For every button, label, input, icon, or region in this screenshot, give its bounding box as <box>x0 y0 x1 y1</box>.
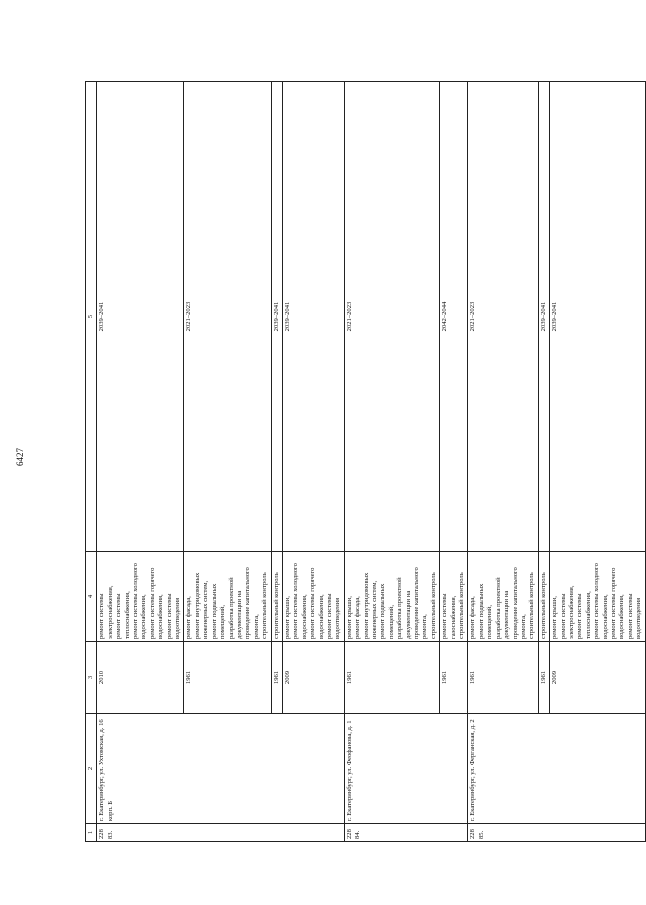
page-number: 6427 <box>15 448 25 466</box>
row-period: 2042–2044 <box>440 82 468 552</box>
work-item: ремонт системы холодного водоснабжения, <box>593 563 609 639</box>
row-works <box>271 552 282 642</box>
work-item: ремонт фасада, <box>354 596 362 639</box>
row-period: 2039–2041 <box>97 82 184 552</box>
row-number: 22883. <box>97 824 344 842</box>
row-number: 22885. <box>468 824 645 842</box>
row-year: 1961 <box>538 642 549 714</box>
row-year: 1961 <box>184 642 271 714</box>
work-item: ремонт системы горячего водоснабжения, <box>148 567 165 639</box>
work-item: ремонт системы теплоснабжения, <box>576 591 592 639</box>
column-header: 1 <box>86 824 97 842</box>
row-year: 2009 <box>550 642 645 714</box>
work-item: ремонт системы газоснабжения, <box>441 593 457 639</box>
column-header: 3 <box>86 642 97 714</box>
row-year: 2009 <box>282 642 344 714</box>
work-item: ремонт системы водоотведения <box>325 593 342 639</box>
row-works <box>344 552 439 642</box>
work-item: строительный контроль <box>528 572 536 639</box>
row-period: 2039–2041 <box>550 82 645 552</box>
work-item: строительный контроль <box>458 572 466 639</box>
work-item: разработка проектной документации на <box>227 577 243 639</box>
row-year: 1961 <box>271 642 282 714</box>
work-item: строительный контроль <box>272 572 280 639</box>
work-item: ремонт подвальных помещений, <box>477 583 494 639</box>
work-item: ремонт крыши, <box>283 596 291 639</box>
work-item: ремонт внутридомовых инженерных систем, <box>362 572 378 639</box>
row-period: 2021–2023 <box>184 82 271 552</box>
work-item: ремонт системы электроснабжения, <box>559 585 575 639</box>
row-year: 2010 <box>97 642 184 714</box>
work-item: ремонт системы горячего водоснабжения, <box>609 567 626 639</box>
work-item: ремонт системы электроснабжения, <box>98 585 114 639</box>
work-item: ремонт фасада, <box>185 596 193 639</box>
row-works <box>468 552 538 642</box>
column-header: 5 <box>86 82 97 552</box>
work-item: ремонт крыши, <box>551 596 559 639</box>
table-row <box>344 82 439 842</box>
works-table <box>85 81 646 842</box>
column-header: 4 <box>86 552 97 642</box>
row-address: г. Екатеринбург, ул. Феофанова, д. 1 <box>344 714 468 824</box>
work-item: строительный контроль <box>539 572 547 639</box>
work-item: ремонт подвальных помещений, <box>210 583 227 639</box>
work-item: ремонт крыши, <box>345 596 353 639</box>
row-works <box>282 552 344 642</box>
row-year: 1961 <box>468 642 538 714</box>
column-header: 2 <box>86 714 97 824</box>
work-item: строительный контроль <box>429 572 437 639</box>
work-item: ремонт системы горячего водоснабжения, <box>309 567 325 639</box>
row-works <box>538 552 549 642</box>
work-item: разработка проектной документации на <box>396 577 412 639</box>
row-year: 1961 <box>344 642 439 714</box>
work-item: ремонт системы холодного водоснабжения, <box>132 563 148 639</box>
header-row <box>86 82 97 842</box>
work-item: ремонт системы водоотведения <box>165 593 182 639</box>
work-item: ремонт подвальных помещений, <box>379 583 395 639</box>
work-item: ремонт фасада, <box>469 596 477 639</box>
table-row <box>468 82 538 842</box>
work-item: строительный контроль <box>261 572 269 639</box>
row-period: 2039–2041 <box>271 82 282 552</box>
row-year: 1961 <box>440 642 468 714</box>
work-item: разработка проектной документации на <box>494 577 511 639</box>
row-period: 2021–2023 <box>344 82 439 552</box>
work-item: ремонт системы теплоснабжения, <box>115 591 131 639</box>
row-works <box>440 552 468 642</box>
row-period: 2039–2041 <box>282 82 344 552</box>
row-period: 2039–2041 <box>538 82 549 552</box>
row-works <box>550 552 645 642</box>
rotated-table-wrapper <box>85 82 643 842</box>
work-item: проведение капитального ремонта, <box>244 567 260 639</box>
row-address: г. Екатеринбург, ул. Ухтомская, д. 16 корп. Б <box>97 714 344 824</box>
work-item: ремонт системы холодного водоснабжения, <box>292 563 308 639</box>
table-row <box>97 82 184 842</box>
row-period: 2021–2023 <box>468 82 538 552</box>
work-item: проведение капитального ремонта, <box>413 567 429 639</box>
row-address: г. Екатеринбург, ул. Ферганская, д. 2 <box>468 714 645 824</box>
work-item: проведение капитального ремонта, <box>511 567 527 639</box>
row-works <box>184 552 271 642</box>
work-item: ремонт системы водоотведения <box>626 593 643 639</box>
row-works <box>97 552 184 642</box>
work-item: ремонт внутридомовых инженерных систем, <box>193 572 210 639</box>
row-number: 22884. <box>344 824 468 842</box>
